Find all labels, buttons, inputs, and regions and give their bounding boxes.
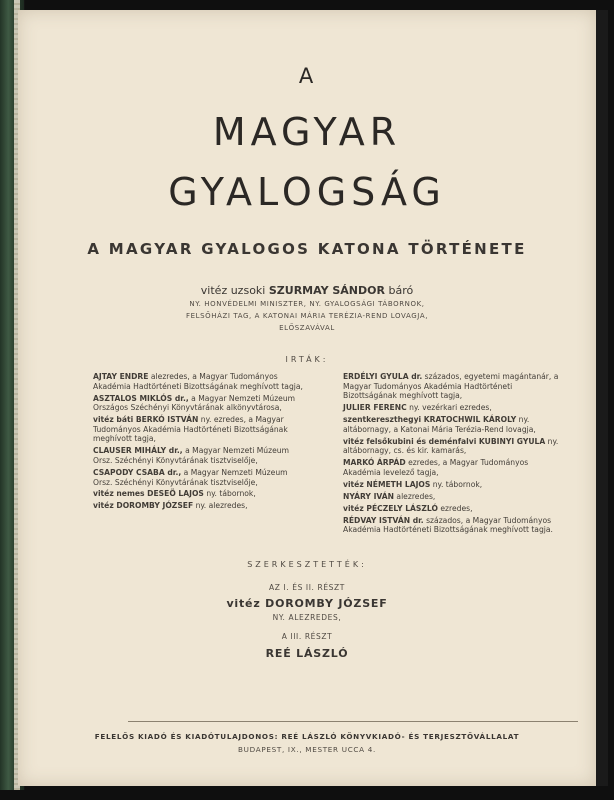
foreword-suffix: báró bbox=[388, 284, 414, 297]
author-name: RÉDVAY ISTVÁN dr. bbox=[343, 515, 424, 525]
subtitle: A MAGYAR GYALOGOS KATONA TÖRTÉNETE bbox=[87, 240, 527, 258]
author-entry bbox=[93, 415, 308, 444]
author-description: ezredes, a Magyar Tudományos Akadémia levelező tagja, bbox=[343, 458, 529, 477]
author-entry bbox=[93, 501, 308, 511]
author-name: ASZTALOS MIKLÓS dr., bbox=[93, 393, 189, 403]
author-entry bbox=[93, 489, 308, 499]
foreword-prefix: vitéz uzsoki bbox=[200, 284, 266, 297]
author-name: vitéz NÉMETH LAJOS bbox=[343, 479, 431, 489]
author-description: ny. vezérkari ezredes, bbox=[406, 403, 492, 413]
author-name: szentkereszthegyi KRATOCHWIL KÁROLY bbox=[343, 415, 517, 425]
author-description: ny. altábornagy, cs. és kir. kamarás, bbox=[343, 436, 559, 456]
author-description: ny. altábornagy, a Katonai Mária Terézia-Rend lovagja, bbox=[343, 415, 536, 434]
author-entry bbox=[93, 372, 308, 391]
author-name: NYÁRY IVÁN bbox=[343, 491, 394, 501]
publisher-address: BUDAPEST, IX., MESTER UCCA 4. bbox=[238, 745, 376, 754]
foreword-title-3: ELŐSZAVÁVAL bbox=[279, 324, 335, 332]
author-description: a Magyar Nemzeti Múzeum Országos Széchényi Könyvtárának alkönyvtárosa, bbox=[93, 393, 296, 413]
author-description: ny. tábornok, bbox=[430, 479, 483, 489]
title-line-2: GYALOGSÁG bbox=[168, 170, 446, 214]
author-entry bbox=[343, 480, 568, 490]
author-name: AJTAY ENDRE bbox=[93, 372, 149, 381]
title-article: A bbox=[298, 64, 316, 88]
author-entry bbox=[343, 504, 568, 514]
author-name: vitéz báti BERKÓ ISTVÁN bbox=[93, 415, 199, 425]
part1-editor: vitéz DOROMBY JÓZSEF bbox=[226, 597, 388, 610]
author-entry bbox=[343, 458, 568, 477]
author-description: ny. tábornok, bbox=[203, 489, 256, 499]
author-entry bbox=[343, 372, 568, 401]
author-entry bbox=[343, 492, 568, 502]
publisher-line: FELELŐS KIADÓ ÉS KIADÓTULAJDONOS: REÉ LÁSZLÓ KÖNYVKIADÓ- ÉS TERJESZTŐVÁLLALAT bbox=[94, 732, 520, 741]
author-name: vitéz PÉCZELY LÁSZLÓ bbox=[343, 503, 438, 513]
part1-editor-rank: NY. ALEZREDES, bbox=[272, 613, 342, 622]
author-name: CSAPODY CSABA dr., bbox=[93, 467, 182, 477]
author-name: MARKÓ ÁRPÁD bbox=[343, 458, 406, 468]
authors-heading: IRTÁK: bbox=[285, 355, 329, 364]
foreword-title-2: FELSŐHÁZI TAG, A KATONAI MÁRIA TERÉZIA-REND LOVAGJA, bbox=[185, 312, 429, 320]
author-description: ezredes, bbox=[437, 503, 473, 513]
author-description: alezredes, a Magyar Tudományos Akadémia Hadtörténeti Bizottságának meghívott tagja, bbox=[93, 372, 303, 391]
author-entry bbox=[343, 437, 568, 456]
author-entry bbox=[93, 394, 308, 413]
editors-heading: SZERKESZTETTÉK: bbox=[247, 560, 367, 569]
author-name: ERDÉLYI GYULA dr. bbox=[343, 372, 423, 381]
author-name: vitéz DOROMBY JÓZSEF bbox=[93, 501, 194, 511]
part1-label: AZ I. ÉS II. RÉSZT bbox=[269, 583, 345, 592]
author-description: a Magyar Nemzeti Múzeum Orsz. Széchényi Könyvtárának tisztviselője, bbox=[93, 446, 289, 465]
authors-column-left bbox=[93, 372, 308, 513]
title-page bbox=[18, 10, 596, 786]
author-name: JULIER FERENC bbox=[343, 403, 407, 413]
author-description: százados, egyetemi magántanár, a Magyar Tudományos Akadémia Hadtörténeti Bizottságának meghívott tagja, bbox=[343, 372, 559, 401]
author-entry bbox=[93, 446, 308, 465]
author-entry bbox=[343, 516, 568, 535]
author-description: a Magyar Nemzeti Múzeum Orsz. Széchényi Könyvtárának tisztviselője, bbox=[93, 467, 288, 487]
right-shadow bbox=[596, 10, 608, 786]
author-entry bbox=[343, 415, 568, 434]
divider-rule bbox=[128, 721, 578, 722]
author-name: CLAUSER MIHÁLY dr., bbox=[93, 446, 183, 456]
foreword-title-1: NY. HONVÉDELMI MINISZTER, NY. GYALOGSÁGI TÁBORNOK, bbox=[189, 300, 425, 308]
author-description: ny. ezredes, a Magyar Tudományos Akadémia Hadtörténeti Bizottságának meghívott tagja, bbox=[93, 415, 288, 444]
author-entry bbox=[343, 403, 568, 413]
author-entry bbox=[93, 468, 308, 487]
title-line-1: MAGYAR bbox=[212, 110, 402, 154]
part3-label: A III. RÉSZT bbox=[281, 632, 333, 641]
authors-column-right bbox=[343, 372, 568, 537]
author-description: alezredes, bbox=[394, 491, 436, 501]
author-name: vitéz felsőkubini és deménfalvi KUBINYI GYULA bbox=[343, 436, 546, 446]
author-description: ny. alezredes, bbox=[193, 501, 248, 511]
author-description: százados, a Magyar Tudományos Akadémia Hadtörténeti Bizottságának meghívott tagja. bbox=[343, 515, 553, 535]
author-name: vitéz nemes DESEÖ LAJOS bbox=[93, 489, 204, 499]
part3-editor: REÉ LÁSZLÓ bbox=[265, 647, 349, 660]
foreword-name: SZURMAY SÁNDOR bbox=[268, 284, 385, 297]
foreword-credit bbox=[18, 284, 596, 297]
